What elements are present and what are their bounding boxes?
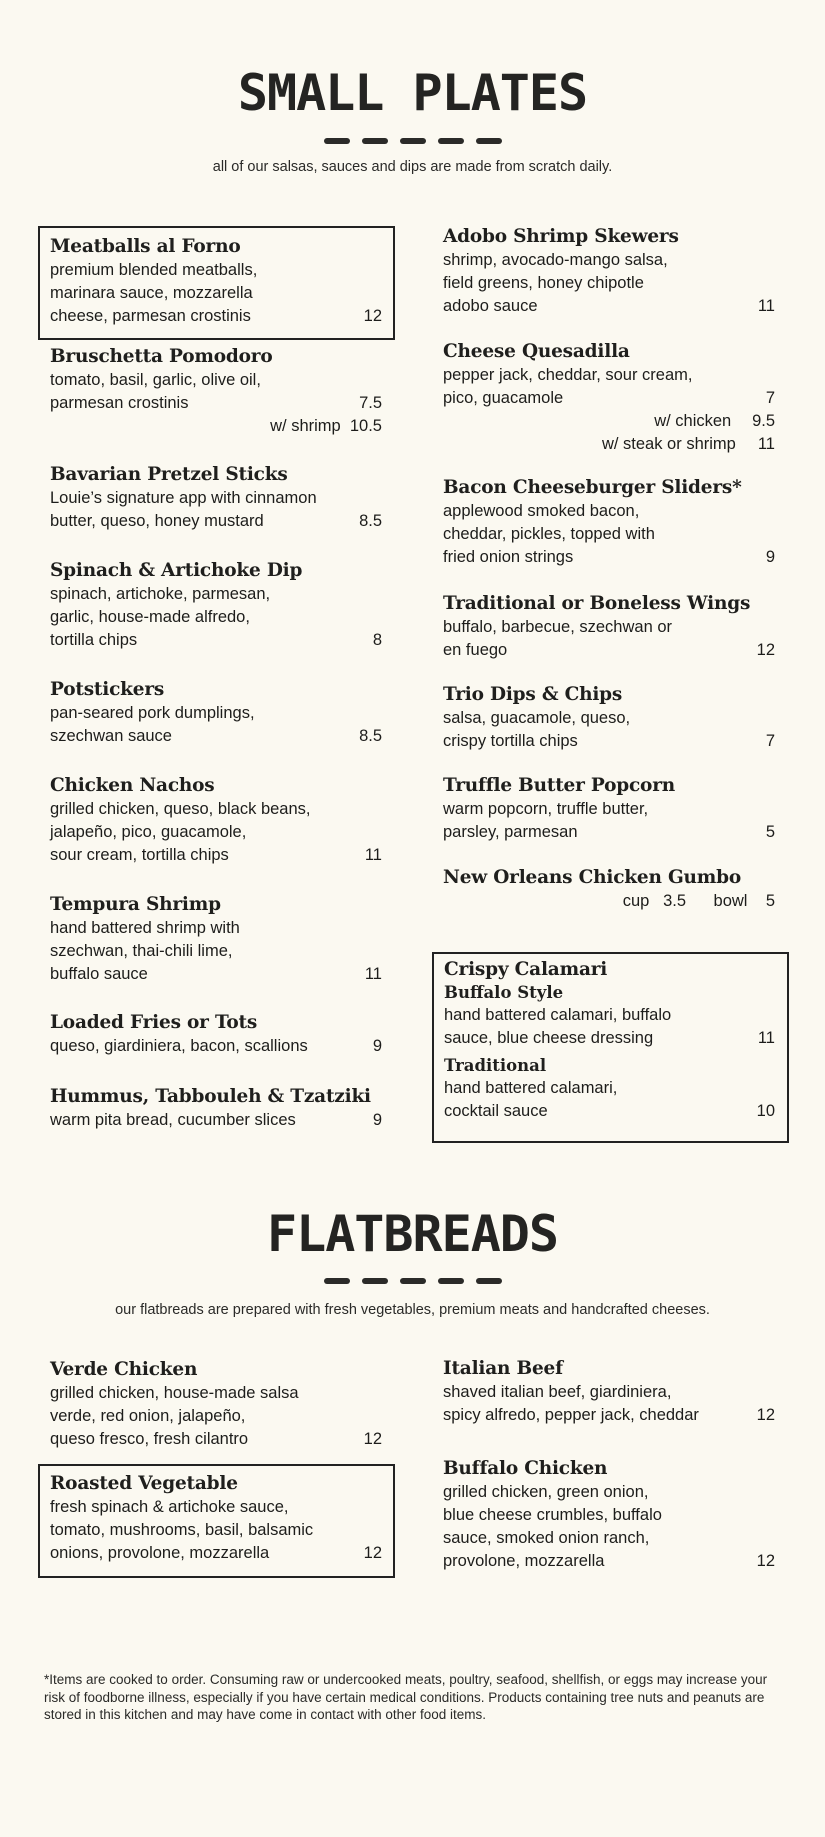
item-description-last [50, 1542, 382, 1565]
item-description-last [444, 1027, 775, 1050]
item-description: marinara sauce, mozzarella [50, 284, 253, 302]
item-description-text: onions, provolone, mozzarella [50, 1544, 270, 1562]
item-description-text: buffalo sauce [50, 965, 148, 983]
small-plates-title: SMALL PLATES [237, 64, 588, 122]
item-price: 12 [756, 1552, 775, 1570]
item-description-text: warm pita bread, cucumber slices [50, 1111, 296, 1129]
item-description-last [443, 730, 775, 753]
item-description: garlic, house-made alfredo, [50, 608, 250, 626]
item-description: blue cheese crumbles, buffalo [443, 1506, 662, 1524]
item-price: 11 [757, 1029, 775, 1047]
item-description-last [443, 639, 775, 662]
item-description: shaved italian beef, giardiniera, [443, 1383, 672, 1401]
item-variant-name: Buffalo Style [444, 983, 564, 1002]
bowl-label: bowl [713, 892, 748, 910]
item-price: 11 [364, 965, 382, 983]
item-variant-name: Traditional [444, 1056, 547, 1075]
item-description-text: sauce, blue cheese dressing [444, 1029, 654, 1047]
item-description: tomato, basil, garlic, olive oil, [50, 371, 261, 389]
item-description: warm popcorn, truffle butter, [443, 800, 649, 818]
item-description-text: fried onion strings [443, 548, 574, 566]
item-description-last [50, 1109, 382, 1132]
option-label: w/ chicken [654, 412, 732, 430]
item-name: Meatballs al Forno [50, 236, 241, 257]
item-description-text: queso, giardiniera, bacon, scallions [50, 1037, 308, 1055]
item-description: tomato, mushrooms, basil, balsamic [50, 1521, 314, 1539]
menu-item-adobo-shrimp-skewers [443, 225, 775, 318]
item-description: Louie’s signature app with cinnamon [50, 489, 317, 507]
item-name: Truffle Butter Popcorn [443, 775, 675, 796]
item-name: Bavarian Pretzel Sticks [50, 464, 288, 485]
item-description: salsa, guacamole, queso, [443, 709, 631, 727]
item-description: field greens, honey chipotle [443, 274, 644, 292]
item-name: Bacon Cheeseburger Sliders* [443, 477, 742, 498]
item-name: Tempura Shrimp [50, 894, 221, 915]
item-description-text: en fuego [443, 641, 508, 659]
menu-item-bavarian-pretzel-sticks [50, 463, 382, 533]
item-name: Buffalo Chicken [443, 1458, 608, 1479]
item-description-last [443, 821, 775, 844]
item-price: 8.5 [359, 512, 382, 530]
menu-item-loaded-fries-or-tots [50, 1011, 382, 1058]
item-name: Roasted Vegetable [50, 1473, 238, 1494]
item-description-last [50, 510, 382, 533]
item-description-text: pico, guacamole [443, 389, 564, 407]
item-description: hand battered calamari, [444, 1079, 618, 1097]
item-description-text: butter, queso, honey mustard [50, 512, 264, 530]
item-description-text: queso fresco, fresh cilantro [50, 1430, 249, 1448]
flatbreads-title: FLATBREADS [266, 1205, 559, 1263]
item-price: 7 [765, 732, 775, 750]
item-name: Chicken Nachos [50, 775, 215, 796]
item-description: spinach, artichoke, parmesan, [50, 585, 271, 603]
menu-item-bacon-cheeseburger-sliders [443, 476, 775, 569]
item-description: buffalo, barbecue, szechwan or [443, 618, 673, 636]
item-description: applewood smoked bacon, [443, 502, 640, 520]
item-name: Adobo Shrimp Skewers [443, 226, 679, 247]
item-size-line [443, 890, 775, 913]
item-description-last [50, 725, 382, 748]
item-description-last [50, 1035, 382, 1058]
item-description: verde, red onion, jalapeño, [50, 1407, 246, 1425]
item-price: 7.5 [359, 394, 382, 412]
option-label: w/ steak or shrimp [601, 435, 736, 453]
item-name: Potstickers [50, 679, 165, 700]
item-description: sauce, smoked onion ranch, [443, 1529, 650, 1547]
menu-item-meatballs-al-forno [50, 235, 382, 328]
menu-item-roasted-vegetable [50, 1472, 382, 1565]
item-description-text: provolone, mozzarella [443, 1552, 605, 1570]
item-description-last [50, 392, 382, 415]
item-description-last [50, 1428, 382, 1451]
menu-item-hummus-tabbouleh-tzatziki [50, 1085, 382, 1132]
item-name: Spinach & Artichoke Dip [50, 560, 303, 581]
item-name: Italian Beef [443, 1358, 563, 1379]
item-description: pan-seared pork dumplings, [50, 704, 255, 722]
menu-item-verde-chicken [50, 1358, 382, 1451]
menu-item-truffle-butter-popcorn [443, 774, 775, 844]
item-description-text: spicy alfredo, pepper jack, cheddar [443, 1406, 699, 1424]
item-price: 8 [372, 631, 382, 649]
item-description-text: cheese, parmesan crostinis [50, 307, 251, 325]
item-name: Hummus, Tabbouleh & Tzatziki [50, 1086, 371, 1107]
item-option-line [443, 410, 775, 433]
item-price: 9 [372, 1111, 382, 1129]
item-name: Crispy Calamari [444, 959, 608, 980]
item-price: 12 [363, 307, 382, 325]
item-price: 12 [756, 1406, 775, 1424]
item-description-last [50, 963, 382, 986]
small-plates-tagline: all of our salsas, sauces and dips are made from scratch daily. [212, 159, 613, 175]
item-name: Cheese Quesadilla [443, 341, 630, 362]
item-price: 9 [372, 1037, 382, 1055]
item-description: grilled chicken, green onion, [443, 1483, 649, 1501]
item-description-text: cocktail sauce [444, 1102, 548, 1120]
menu-item-chicken-nachos [50, 774, 382, 867]
menu-item-crispy-calamari [444, 958, 775, 1123]
item-description-text: tortilla chips [50, 631, 138, 649]
flatbreads-tagline: our flatbreads are prepared with fresh vegetables, premium meats and handcrafted cheeses. [115, 1302, 710, 1318]
menu-item-buffalo-chicken [443, 1457, 775, 1573]
item-description: jalapeño, pico, guacamole, [50, 823, 247, 841]
item-description: cheddar, pickles, topped with [443, 525, 655, 543]
item-description: szechwan, thai-chili lime, [50, 942, 233, 960]
menu-item-new-orleans-chicken-gumbo [443, 866, 775, 913]
item-price: 11 [364, 846, 382, 864]
item-description: premium blended meatballs, [50, 261, 258, 279]
item-description-text: parsley, parmesan [443, 823, 578, 841]
food-safety-disclaimer: *Items are cooked to order. Consuming raw or undercooked meats, poultry, seafood, shellfish, or eggs may increase your risk of foodborne illness, especially if you have certain medical conditions. Products containing tree nuts and peanuts are stored in this kitchen and may have come in contact with other food items. [44, 1672, 768, 1722]
item-price: 12 [756, 641, 775, 659]
item-description-last [443, 1404, 775, 1427]
menu-item-bruschetta-pomodoro [50, 345, 382, 438]
item-description-text: crispy tortilla chips [443, 732, 578, 750]
option-label: w/ shrimp [270, 417, 341, 435]
item-description: hand battered calamari, buffalo [444, 1006, 672, 1024]
item-price: 7 [765, 389, 775, 407]
item-description: grilled chicken, house-made salsa [50, 1384, 299, 1402]
item-description: shrimp, avocado-mango salsa, [443, 251, 668, 269]
item-description-last [443, 1550, 775, 1573]
bowl-price: 5 [765, 892, 775, 910]
flatbreads-divider [0, 1271, 825, 1289]
item-name: Verde Chicken [50, 1359, 198, 1380]
cup-label: cup [622, 892, 650, 910]
menu-item-spinach-artichoke-dip [50, 559, 382, 652]
item-price: 12 [363, 1430, 382, 1448]
small-plates-divider [0, 131, 825, 149]
item-description-text: parmesan crostinis [50, 394, 189, 412]
item-description: grilled chicken, queso, black beans, [50, 800, 311, 818]
item-description-last [444, 1100, 775, 1123]
item-option-line [443, 433, 775, 456]
item-description-text: sour cream, tortilla chips [50, 846, 229, 864]
item-price: 8.5 [359, 727, 382, 745]
cup-price: 3.5 [663, 892, 687, 910]
menu-item-potstickers [50, 678, 382, 748]
item-name: Loaded Fries or Tots [50, 1012, 258, 1033]
item-description-last [50, 629, 382, 652]
item-description-last [443, 295, 775, 318]
menu-item-traditional-or-boneless-wings [443, 592, 775, 662]
item-description: pepper jack, cheddar, sour cream, [443, 366, 693, 384]
item-description: fresh spinach & artichoke sauce, [50, 1498, 289, 1516]
option-price: 10.5 [349, 417, 382, 435]
menu-item-trio-dips-chips [443, 683, 775, 753]
item-description-last [50, 305, 382, 328]
item-name: Trio Dips & Chips [443, 684, 623, 705]
menu-item-italian-beef [443, 1357, 775, 1427]
item-description-last [443, 546, 775, 569]
item-description-text: adobo sauce [443, 297, 538, 315]
item-description-text: szechwan sauce [50, 727, 172, 745]
menu-item-cheese-quesadilla [443, 340, 775, 456]
item-price: 5 [765, 823, 775, 841]
item-price: 9 [765, 548, 775, 566]
item-price: 11 [757, 297, 775, 315]
item-price: 10 [756, 1102, 775, 1120]
menu-item-tempura-shrimp [50, 893, 382, 986]
item-description-last [443, 387, 775, 410]
item-description: hand battered shrimp with [50, 919, 240, 937]
item-option-line [50, 415, 382, 438]
item-description-last [50, 844, 382, 867]
item-name: Traditional or Boneless Wings [443, 593, 751, 614]
option-price: 9.5 [752, 412, 775, 430]
option-price: 11 [757, 435, 775, 453]
item-name: New Orleans Chicken Gumbo [443, 867, 742, 888]
item-name: Bruschetta Pomodoro [50, 346, 273, 367]
item-price: 12 [363, 1544, 382, 1562]
